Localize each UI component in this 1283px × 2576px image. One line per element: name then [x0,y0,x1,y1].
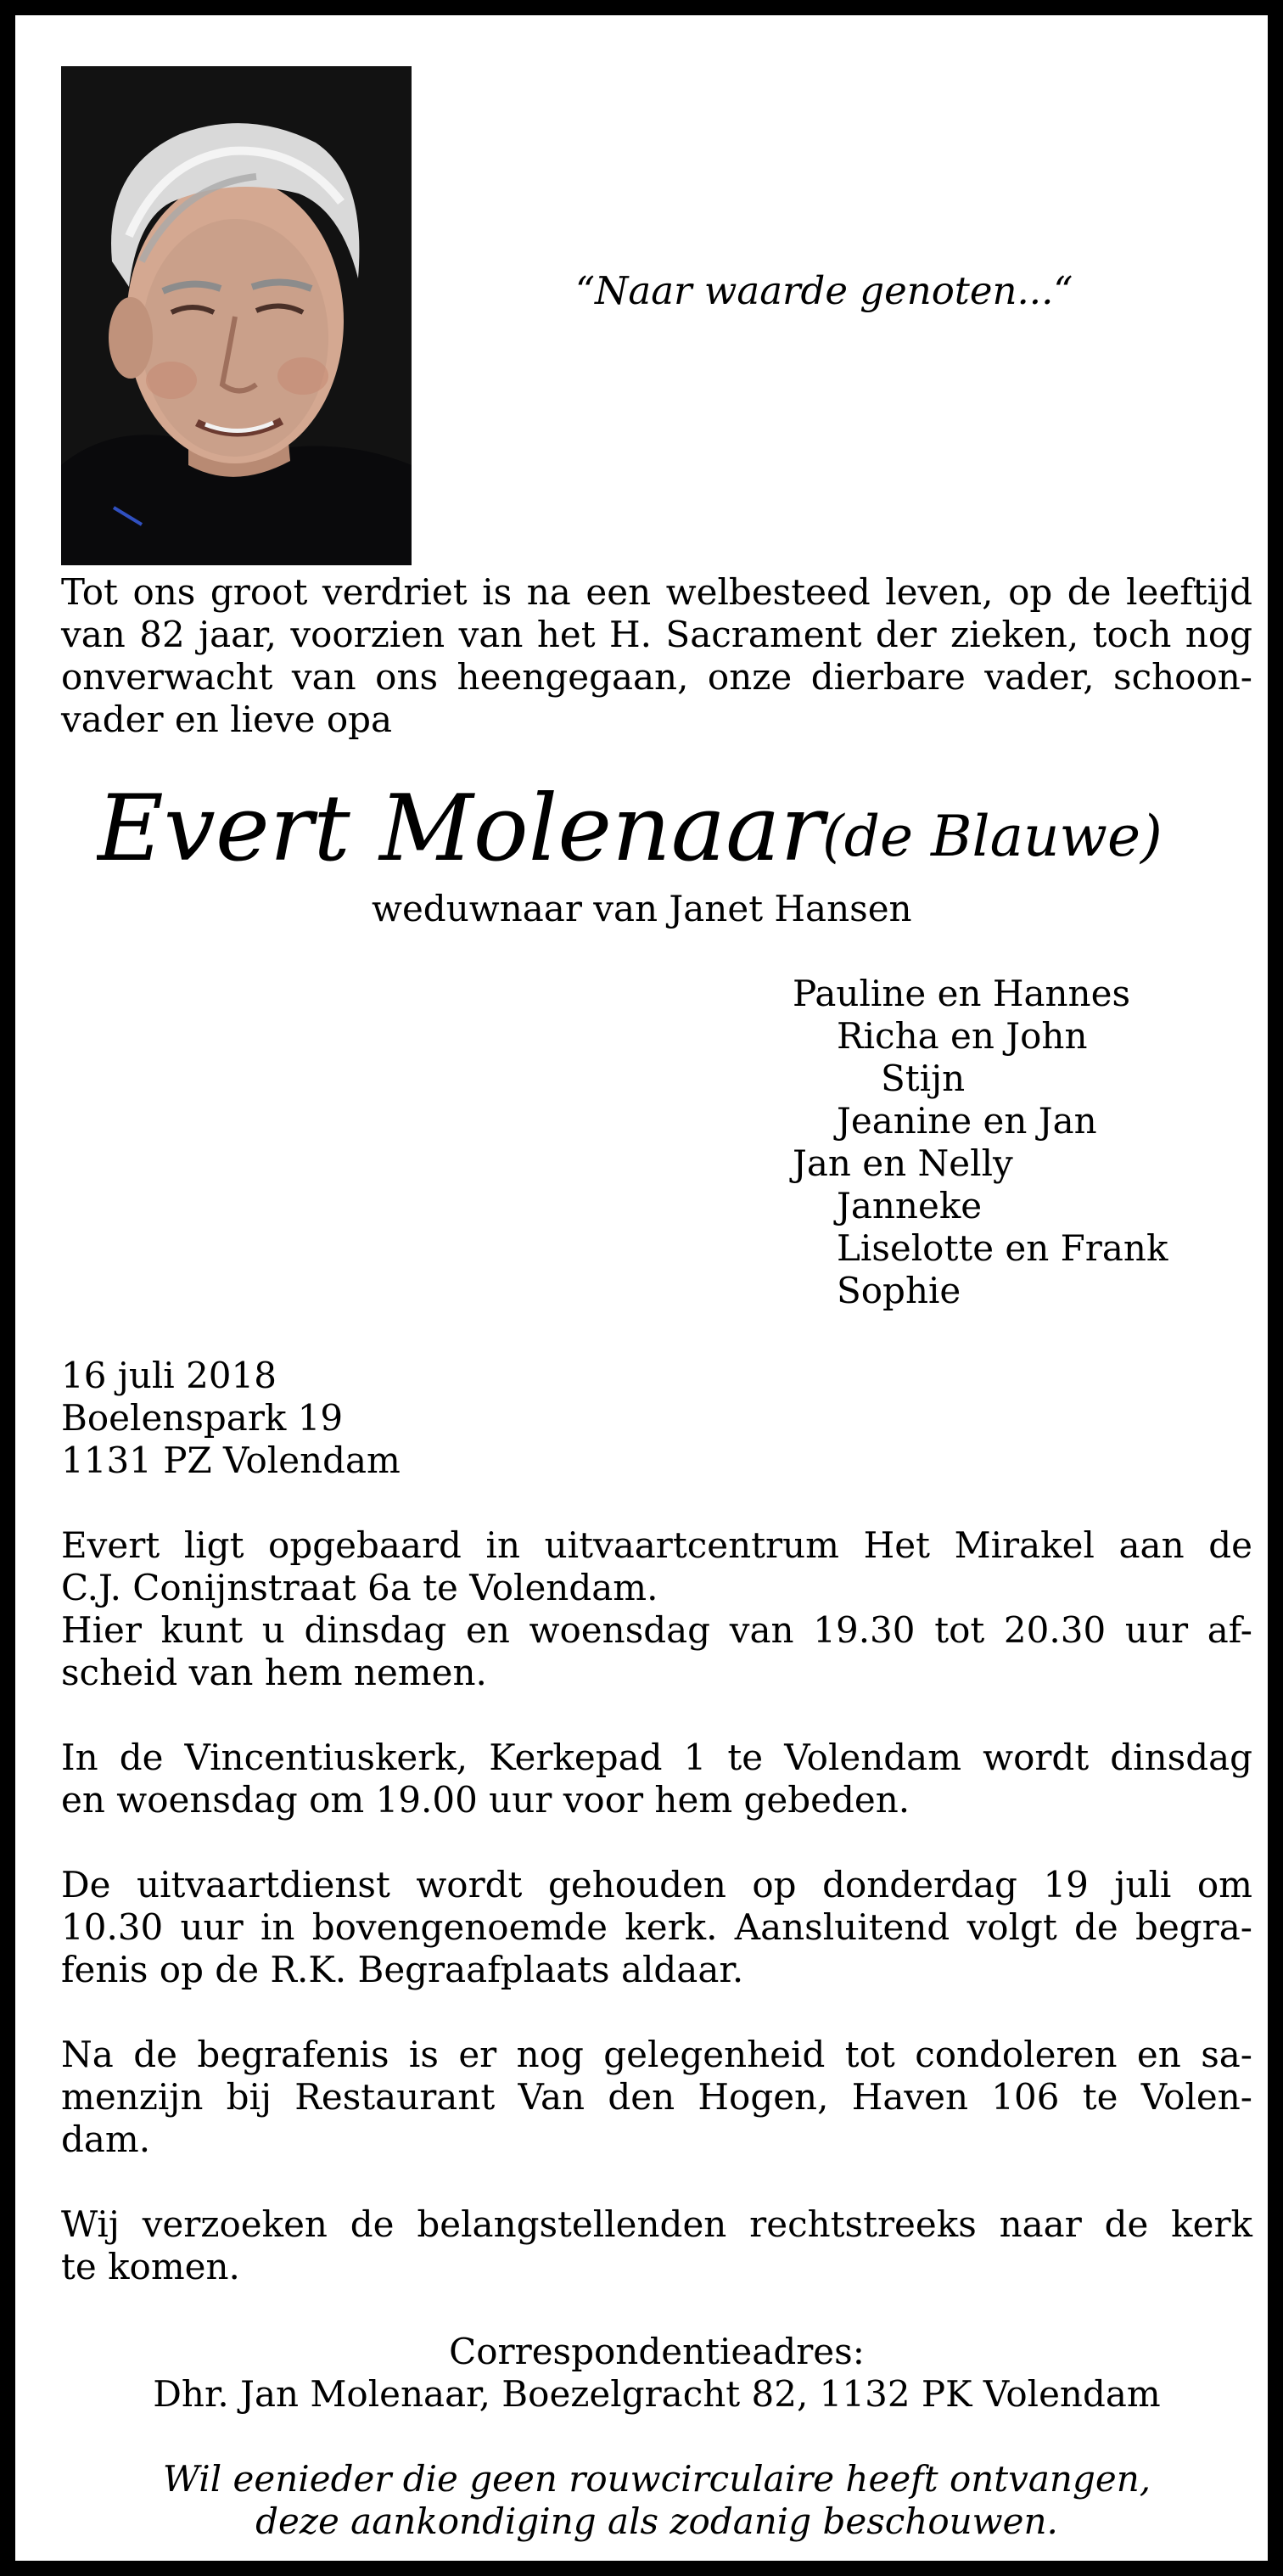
family-name: Richa en John [837,1015,1088,1057]
widower-line: weduwnaar van Janet Hansen [372,888,912,929]
paragraph-line: Wij verzoeken de belangstellenden rechtstreeks naar de kerk [61,2203,1252,2245]
intro-line: van 82 jaar, voorzien van het H. Sacrament der zieken, toch nog [61,614,1252,655]
intro-line: vader en lieve opa [61,699,393,740]
family-name: Jeanine en Jan [837,1100,1097,1142]
deceased-name-block [97,762,1234,898]
paragraph-line: 10.30 uur in bovengenoemde kerk. Aansluitend volgt de begra- [61,1906,1252,1948]
paragraph-line: fenis op de R.K. Begraafplaats aldaar. [61,1949,744,1990]
family-name: Jan en Nelly [793,1142,1013,1184]
request-paragraph [61,2203,1252,2288]
funeral-paragraph [61,1864,1252,1991]
family-name: Sophie [837,1270,961,1311]
intro-line: Tot ons groot verdriet is na een welbesteed leven, op de leeftijd [61,571,1252,613]
paragraph-line: C.J. Conijnstraat 6a te Volendam. [61,1567,658,1608]
date-line: 16 juli 2018 [61,1355,277,1396]
intro-line: onverwacht van ons heengegaan, onze dierbare vader, schoon- [61,656,1252,698]
portrait-photo [61,66,412,565]
family-name: Stijn [881,1058,966,1099]
family-name: Pauline en Hannes [793,973,1131,1014]
paragraph-line: menzijn bij Restaurant Van den Hogen, Haven 106 te Volen- [61,2076,1252,2118]
paragraph-line: In de Vincentiuskerk, Kerkepad 1 te Volendam wordt dinsdag [61,1737,1252,1778]
paragraph-line: scheid van hem nemen. [61,1652,487,1693]
intro-paragraph [61,571,1252,741]
paragraph-line: Na de begrafenis is er nog gelegenheid tot condoleren en sa- [61,2034,1252,2075]
deceased-nickname: (de Blauwe) [822,804,1163,869]
paragraph-line: te komen. [61,2246,240,2287]
paragraph-line: De uitvaartdienst wordt gehouden op donderdag 19 juli om [61,1864,1252,1905]
portrait-illustration [61,66,412,565]
correspondence-address: Dhr. Jan Molenaar, Boezelgracht 82, 1132 PK Volendam [153,2373,1161,2415]
family-name: Liselotte en Frank [837,1227,1168,1269]
viewing-paragraph [61,1524,1252,1694]
correspondence-label: Correspondentieadres: [449,2331,865,2372]
prayer-paragraph [61,1737,1252,1821]
paragraph-line: Evert ligt opgebaard in uitvaartcentrum Het Mirakel aan de [61,1524,1252,1566]
street-line: Boelenspark 19 [61,1397,344,1439]
paragraph-line: dam. [61,2119,151,2160]
family-name: Janneke [837,1185,983,1226]
paragraph-line: Hier kunt u dinsdag en woensdag van 19.30 tot 20.30 uur af- [61,1609,1252,1651]
footer-line: deze aankondiging als zodanig beschouwen. [255,2500,1058,2542]
city-line: 1131 PZ Volendam [61,1440,401,1481]
paragraph-line: en woensdag om 19.00 uur voor hem gebeden. [61,1779,910,1821]
condolence-paragraph [61,2034,1252,2161]
footer-line: Wil eenieder die geen rouwcirculaire heeft ontvangen, [162,2458,1151,2500]
deceased-name: Evert Molenaar [97,776,825,882]
quote: “Naar waarde genoten...“ [575,268,1073,313]
